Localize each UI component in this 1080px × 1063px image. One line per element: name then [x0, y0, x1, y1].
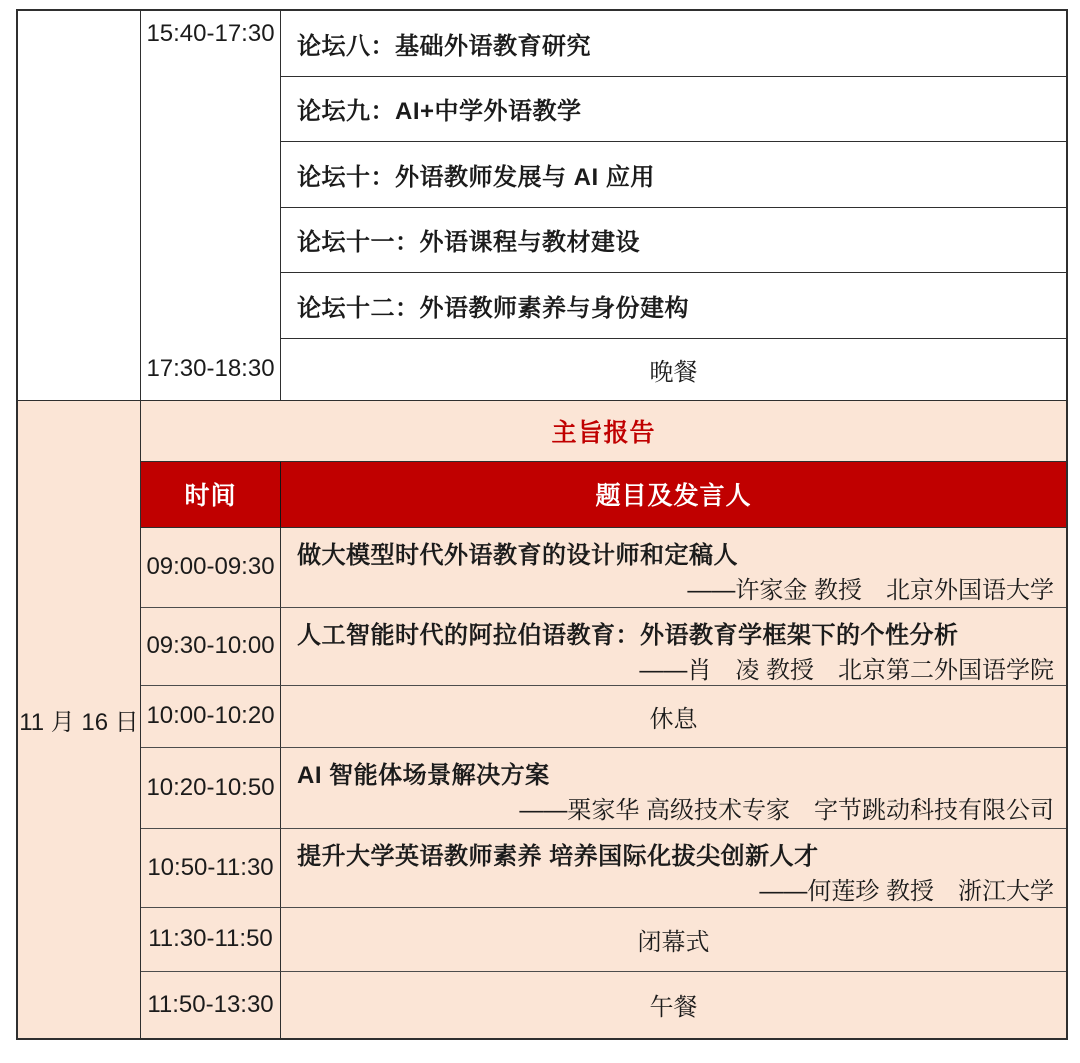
session-time-cell: 15:40-17:30 — [141, 11, 281, 339]
talk-title: AI 智能体场景解决方案 — [297, 761, 550, 789]
talk-speaker: ——肖 凌 教授 北京第二外国语学院 — [639, 656, 1054, 684]
talk-title: 做大模型时代外语教育的设计师和定稿人 — [297, 541, 738, 569]
time-cell: 11:30-11:50 — [141, 908, 281, 972]
talk-speaker: ——栗家华 高级技术专家 字节跳动科技有限公司 — [519, 796, 1054, 824]
break-cell: 休息 — [281, 686, 1066, 748]
date-cell: 11 月 16 日 — [18, 401, 141, 1038]
forum-item-10: 论坛十：外语教师发展与 AI 应用 — [281, 142, 1066, 208]
time-cell: 10:50-11:30 — [141, 829, 281, 908]
talk-cell — [281, 748, 1066, 829]
lunch-cell: 午餐 — [649, 994, 698, 1021]
time-cell: 09:30-10:00 — [141, 608, 281, 686]
talk-title: 提升大学英语教师素养 培养国际化拔尖创新人才 — [297, 842, 819, 870]
header-topic-cell: 题目及发言人 — [281, 462, 1066, 528]
dinner-time-cell: 17:30-18:30 — [141, 339, 281, 400]
forum-item-12: 论坛十二：外语教师素养与身份建构 — [281, 273, 1066, 339]
date-cell-empty — [18, 11, 141, 400]
keynote-banner: 主旨报告 — [141, 401, 1066, 462]
talk-speaker: ——何莲珍 教授 浙江大学 — [759, 877, 1054, 905]
schedule-table — [16, 9, 1068, 1040]
talk-cell — [281, 829, 1066, 908]
time-cell: 09:00-09:30 — [141, 528, 281, 608]
time-cell: 10:20-10:50 — [141, 748, 281, 829]
time-cell: 11:50-13:30 — [141, 972, 281, 1038]
closing-cell: 闭幕式 — [281, 908, 1066, 972]
top-section — [18, 11, 1066, 401]
bottom-section — [18, 401, 1066, 1038]
time-cell: 10:00-10:20 — [141, 686, 281, 748]
talk-speaker: ——许家金 教授 北京外国语大学 — [687, 576, 1054, 604]
talk-cell — [281, 608, 1066, 686]
talk-cell — [281, 528, 1066, 608]
forum-item-11: 论坛十一：外语课程与教材建设 — [281, 208, 1066, 274]
forum-item-9: 论坛九：AI+中学外语教学 — [281, 77, 1066, 143]
header-time-cell: 时间 — [141, 462, 281, 528]
dinner-cell: 晚餐 — [649, 358, 698, 386]
forum-item-8: 论坛八：基础外语教育研究 — [281, 11, 1066, 77]
talk-title: 人工智能时代的阿拉伯语教育：外语教育学框架下的个性分析 — [297, 621, 959, 649]
